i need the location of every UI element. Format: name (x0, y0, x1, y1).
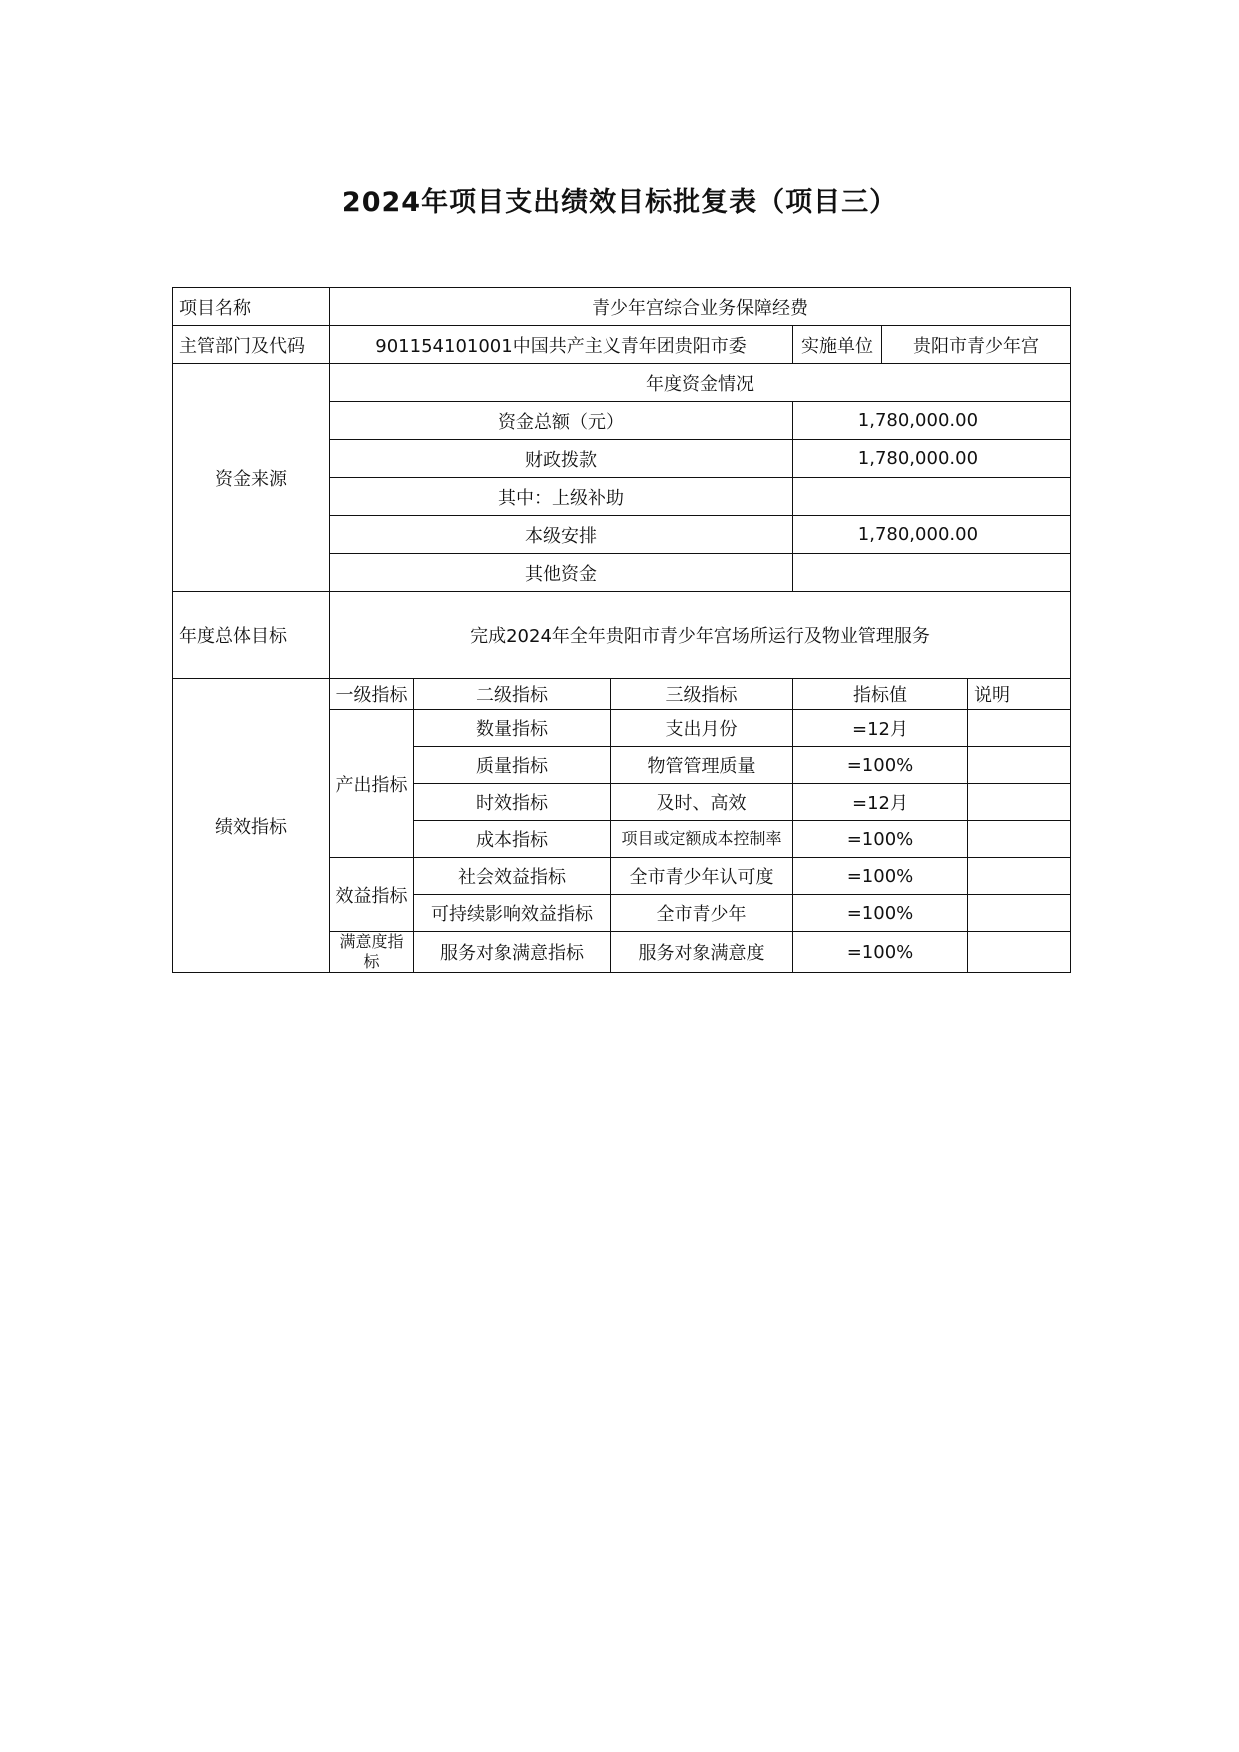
annual-funds-header-row (173, 364, 1071, 402)
indicator-level2: 社会效益指标 (414, 858, 611, 895)
indicator-value: =100% (793, 858, 968, 895)
annual-funds-header: 年度资金情况 (330, 364, 1071, 402)
header-level1: 一级指标 (330, 679, 414, 710)
fund-row-value: 1,780,000.00 (793, 440, 1071, 478)
annual-goal-value: 完成2024年全年贵阳市青少年宫场所运行及物业管理服务 (330, 592, 1071, 679)
performance-indicators-label: 绩效指标 (173, 679, 330, 973)
indicator-level3: 服务对象满意度 (611, 932, 793, 973)
annual-goal-row (173, 592, 1071, 679)
fund-row-value: 1,780,000.00 (793, 402, 1071, 440)
indicator-level3: 全市青少年认可度 (611, 858, 793, 895)
indicator-level2: 服务对象满意指标 (414, 932, 611, 973)
indicator-level2: 时效指标 (414, 784, 611, 821)
indicator-header-row (173, 679, 1071, 710)
department-row (173, 326, 1071, 364)
indicator-level2: 数量指标 (414, 710, 611, 747)
indicator-note (968, 932, 1071, 973)
indicator-value: =100% (793, 821, 968, 858)
project-name-label: 项目名称 (173, 288, 330, 326)
header-indicator-value: 指标值 (793, 679, 968, 710)
group-output-label: 产出指标 (330, 710, 414, 858)
fund-row-value (793, 478, 1071, 516)
indicator-value: =12月 (793, 710, 968, 747)
implementing-unit-label: 实施单位 (793, 326, 882, 364)
indicator-note (968, 858, 1071, 895)
performance-table (172, 287, 1071, 973)
annual-goal-label: 年度总体目标 (173, 592, 330, 679)
header-note: 说明 (968, 679, 1071, 710)
fund-row-label: 资金总额（元） (330, 402, 793, 440)
fund-row-label: 其中：上级补助 (330, 478, 793, 516)
indicator-level3: 物管管理质量 (611, 747, 793, 784)
fund-row-label: 本级安排 (330, 516, 793, 554)
group-benefit-label: 效益指标 (330, 858, 414, 932)
indicator-value: =100% (793, 747, 968, 784)
indicator-level3: 支出月份 (611, 710, 793, 747)
indicator-value: =100% (793, 895, 968, 932)
indicator-note (968, 747, 1071, 784)
fund-source-label: 资金来源 (173, 364, 330, 592)
department-label: 主管部门及代码 (173, 326, 330, 364)
indicator-level3: 及时、高效 (611, 784, 793, 821)
indicator-note (968, 710, 1071, 747)
fund-row-label: 其他资金 (330, 554, 793, 592)
implementing-unit-value: 贵阳市青少年宫 (882, 326, 1071, 364)
indicator-note (968, 895, 1071, 932)
group-satisfaction-label: 满意度指标 (330, 932, 414, 973)
indicator-level3: 全市青少年 (611, 895, 793, 932)
indicator-level2: 可持续影响效益指标 (414, 895, 611, 932)
header-level3: 三级指标 (611, 679, 793, 710)
indicator-level2: 成本指标 (414, 821, 611, 858)
indicator-value: =12月 (793, 784, 968, 821)
project-name-row (173, 288, 1071, 326)
fund-row-value (793, 554, 1071, 592)
project-name-value: 青少年宫综合业务保障经费 (330, 288, 1071, 326)
department-value: 901154101001中国共产主义青年团贵阳市委 (330, 326, 793, 364)
fund-row-label: 财政拨款 (330, 440, 793, 478)
header-level2: 二级指标 (414, 679, 611, 710)
document-title: 2024年项目支出绩效目标批复表（项目三） (341, 187, 898, 218)
indicator-value: =100% (793, 932, 968, 973)
fund-row-value: 1,780,000.00 (793, 516, 1071, 554)
indicator-level3: 项目或定额成本控制率 (611, 821, 793, 858)
indicator-level2: 质量指标 (414, 747, 611, 784)
indicator-note (968, 784, 1071, 821)
indicator-note (968, 821, 1071, 858)
